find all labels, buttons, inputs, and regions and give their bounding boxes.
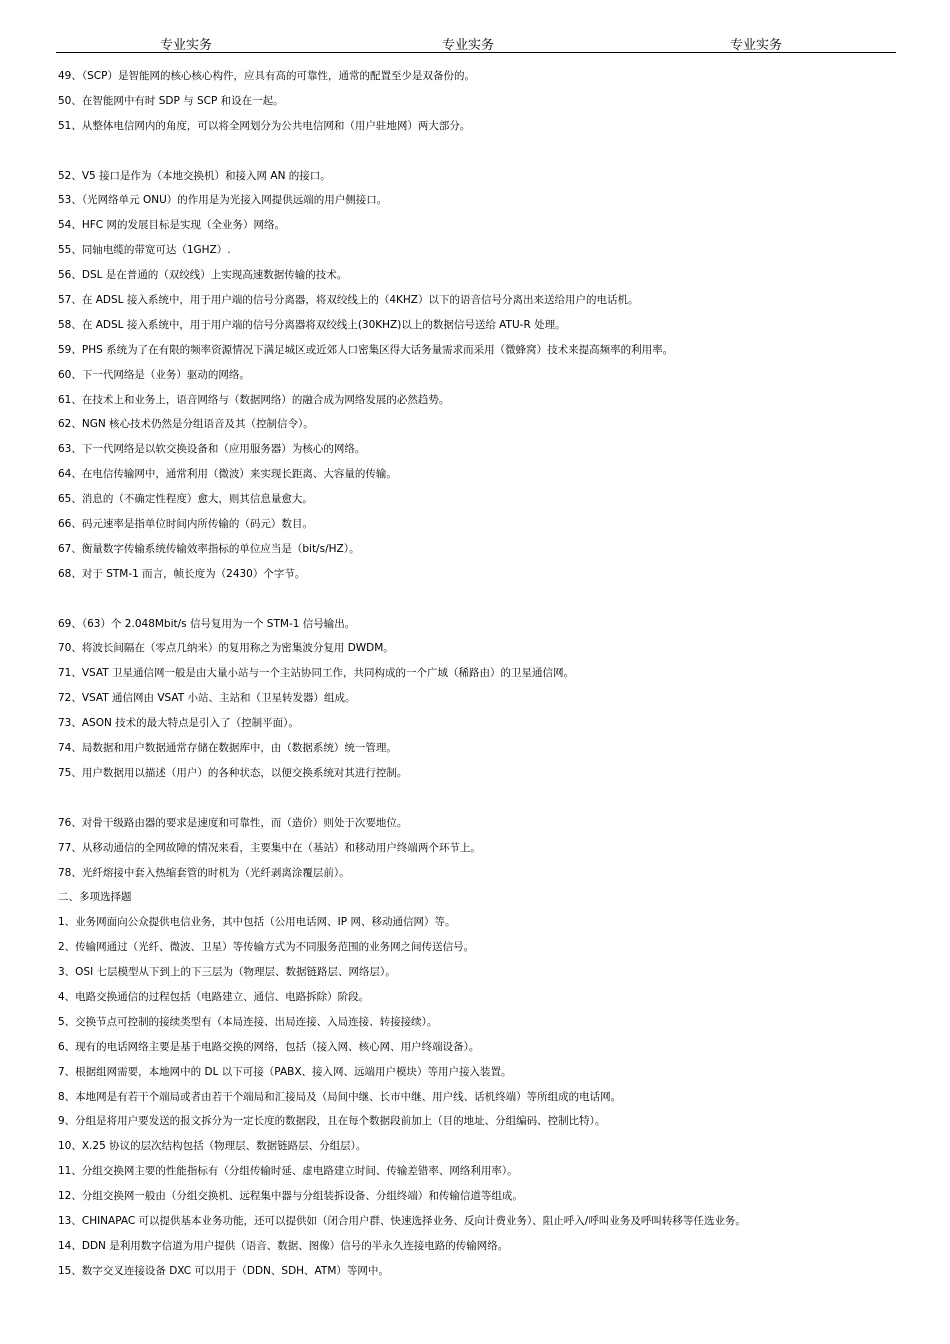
- blank-line: [58, 587, 918, 612]
- document-body: [58, 64, 918, 1284]
- document-line: 12、分组交换网一般由（分组交换机、远程集中器与分组装拆设备、分组终端）和传输信道等组成。: [58, 1190, 523, 1203]
- document-line: 10、X.25 协议的层次结构包括（物理层、数据链路层、分组层）。: [58, 1140, 367, 1153]
- document-line: 68、对于 STM-1 而言，帧长度为（2430）个字节。: [58, 567, 306, 580]
- document-line: 1、业务网面向公众提供电信业务，其中包括（公用电话网、IP 网、移动通信网）等。: [58, 916, 456, 929]
- header-divider: [56, 52, 896, 53]
- document-line: 49、（SCP）是智能网的核心核心构件，应具有高的可靠性，通常的配置至少是双备份的。: [58, 70, 475, 82]
- document-line: 73、ASON 技术的最大特点是引入了（控制平面）。: [58, 717, 299, 730]
- document-line: 53、（光网络单元 ONU）的作用是为光接入网提供远端的用户侧接口。: [58, 194, 388, 207]
- document-line: 72、VSAT 通信网由 VSAT 小站、主站和（卫星转发器）组成。: [58, 692, 356, 705]
- document-line: 9、分组是将用户要发送的报文拆分为一定长度的数据段，且在每个数据段前加上（目的地址、分组编码、控制比特）。: [58, 1115, 606, 1128]
- document-line: 2、传输网通过（光纤、微波、卫星）等传输方式为不同服务范围的业务网之间传送信号。: [58, 941, 475, 954]
- document-line: 74、局数据和用户数据通常存储在数据库中，由（数据系统）统一管理。: [58, 742, 397, 755]
- document-line: 51、从整体电信网内的角度，可以将全网划分为公共电信网和（用户驻地网）两大部分。: [58, 119, 471, 132]
- document-line: 58、在 ADSL 接入系统中，用于用户端的信号分离器将双绞线上(30KHZ)以上的数据信号送给 ATU-R 处理。: [58, 318, 566, 331]
- document-line: 5、交换节点可控制的接续类型有（本局连接、出局连接、入局连接、转接接续）。: [58, 1015, 438, 1028]
- document-line: 61、在技术上和业务上，语音网络与（数据网络）的融合成为网络发展的必然趋势。: [58, 393, 450, 406]
- header-center-title: 专业实务: [442, 38, 495, 53]
- document-line: 50、在智能网中有时 SDP 与 SCP 和设在一起。: [58, 94, 284, 107]
- document-line: 66、码元速率是指单位时间内所传输的（码元）数目。: [58, 518, 313, 531]
- document-line: 78、光纤熔接中套入热缩套管的时机为（光纤剥离涂覆层前）。: [58, 866, 350, 879]
- document-line: 6、现有的电话网络主要是基于电路交换的网络，包括（接入网、核心网、用户终端设备）。: [58, 1040, 480, 1053]
- document-line: 77、从移动通信的全网故障的情况来看，主要集中在（基站）和移动用户终端两个环节上。: [58, 841, 481, 854]
- header-left-title: 专业实务: [160, 38, 213, 53]
- document-line: 69、（63）个 2.048Mbit/s 信号复用为一个 STM-1 信号输出。: [58, 617, 356, 630]
- blank-line: [58, 139, 918, 164]
- document-line: 59、PHS 系统为了在有限的频率资源情况下满足城区或近郊人口密集区得大话务量需求而采用（微蜂窝）技术来提高频率的利用率。: [58, 343, 674, 356]
- document-line: 4、电路交换通信的过程包括（电路建立、通信、电路拆除）阶段。: [58, 990, 370, 1003]
- document-line: 64、在电信传输网中，通常利用（微波）来实现长距离、大容量的传输。: [58, 468, 397, 481]
- document-line: 71、VSAT 卫星通信网一般是由大量小站与一个主站协同工作，共同构成的一个广域（稀路由）的卫星通信网。: [58, 667, 575, 680]
- document-line: 8、本地网是有若干个端局或者由若干个端局和汇接局及（局间中继、长市中继、用户线、话机终端）等所组成的电话网。: [58, 1090, 622, 1103]
- document-line: 7、根据组网需要，本地网中的 DL 以下可接（PABX、接入网、远端用户模块）等用户接入装置。: [58, 1065, 512, 1078]
- document-line: 56、DSL 是在普通的（双绞线）上实现高速数据传输的技术。: [58, 269, 348, 282]
- blank-line: [58, 786, 918, 811]
- document-line: 65、消息的（不确定性程度）愈大，则其信息量愈大。: [58, 493, 313, 506]
- document-line: 60、下一代网络是（业务）驱动的网络。: [58, 368, 250, 381]
- document-line: 13、CHINAPAC 可以提供基本业务功能，还可以提供如（闭合用户群、快速选择业务、反向计费业务）、阻止呼入/呼叫业务及呼叫转移等任选业务。: [58, 1214, 746, 1227]
- document-line: 55、同轴电缆的带宽可达（1GHZ）.: [58, 244, 231, 257]
- document-line: 15、数字交叉连接设备 DXC 可以用于（DDN、SDH、ATM）等网中。: [58, 1264, 389, 1277]
- document-line: 70、将波长间隔在（零点几纳米）的复用称之为密集波分复用 DWDM。: [58, 642, 394, 655]
- document-line: 76、对骨干级路由器的要求是速度和可靠性，而（造价）则处于次要地位。: [58, 816, 408, 829]
- document-line: 54、HFC 网的发展目标是实现（全业务）网络。: [58, 219, 285, 232]
- document-line: 75、用户数据用以描述（用户）的各种状态，以便交换系统对其进行控制。: [58, 766, 408, 779]
- document-line: 二、多项选择题: [58, 891, 132, 904]
- document-line: 3、OSI 七层模型从下到上的下三层为（物理层、数据链路层、网络层）。: [58, 966, 396, 979]
- document-line: 63、下一代网络是以软交换设备和（应用服务器）为核心的网络。: [58, 443, 366, 456]
- header-right-title: 专业实务: [730, 38, 783, 53]
- document-line: 62、NGN 核心技术仍然是分组语音及其（控制信令）。: [58, 418, 314, 431]
- document-line: 14、DDN 是利用数字信道为用户提供（语音、数据、图像）信号的半永久连接电路的传输网络。: [58, 1239, 509, 1252]
- page-header: [56, 34, 896, 54]
- document-line: 11、分组交换网主要的性能指标有（分组传输时延、虚电路建立时间、传输差错率、网络利用率）。: [58, 1165, 518, 1178]
- document-line: 57、在 ADSL 接入系统中，用于用户端的信号分离器，将双绞线上的（4KHZ）以下的语音信号分离出来送给用户的电话机。: [58, 294, 639, 307]
- document-line: 52、V5 接口是作为（本地交换机）和接入网 AN 的接口。: [58, 169, 331, 182]
- document-line: 67、衡量数字传输系统传输效率指标的单位应当是（bit/s/HZ）。: [58, 542, 360, 555]
